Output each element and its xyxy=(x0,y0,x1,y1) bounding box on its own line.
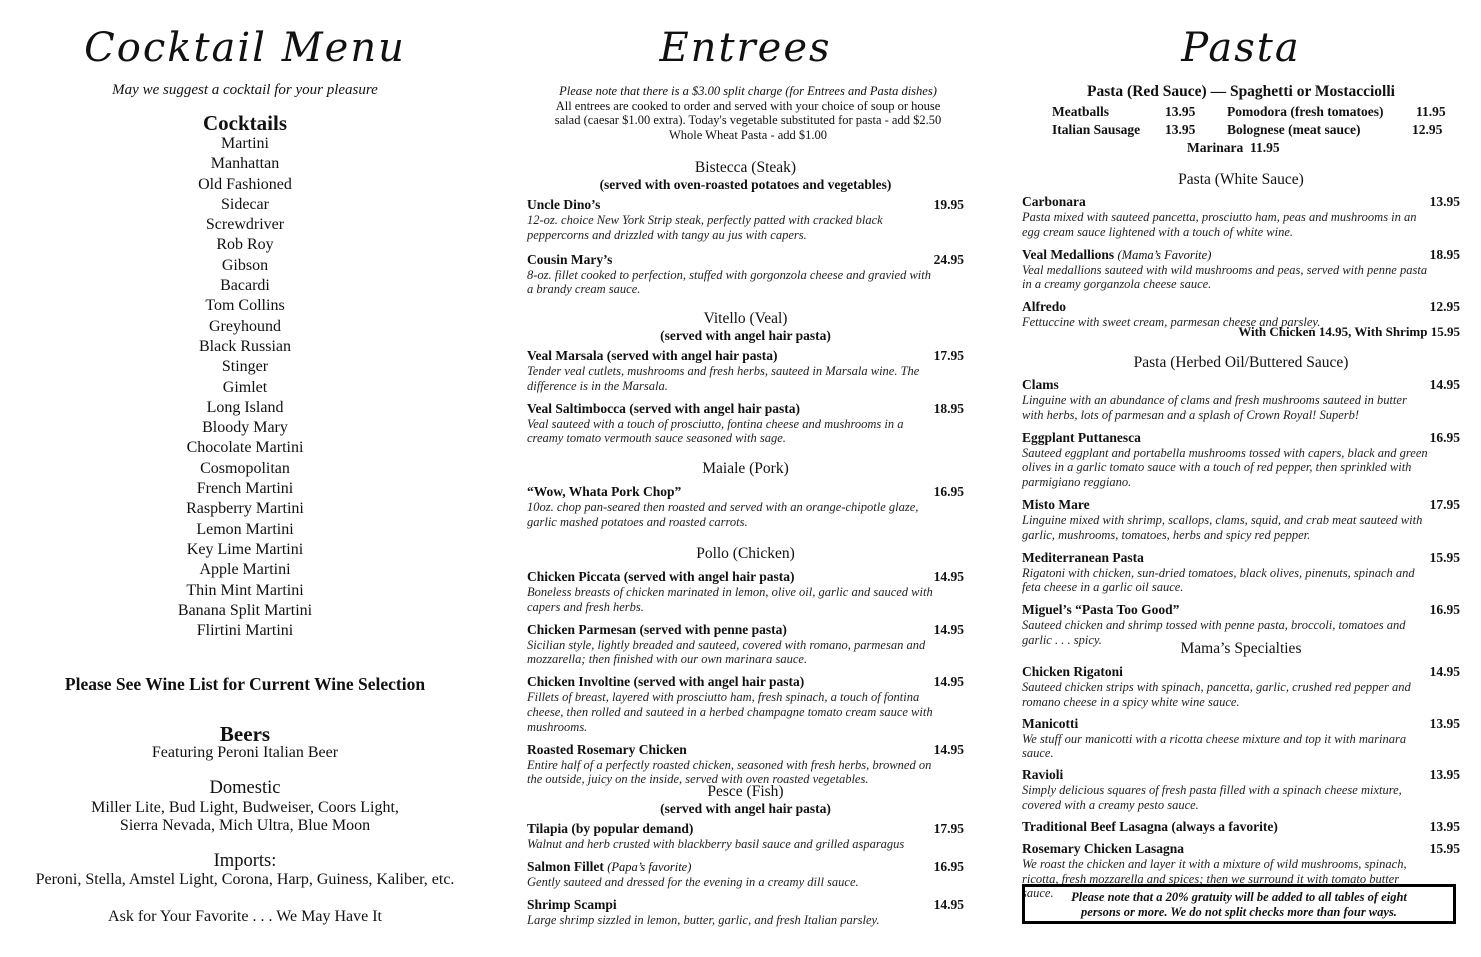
menu-item-title xyxy=(527,742,687,758)
cocktail-item: Manhattan xyxy=(210,155,280,173)
cocktail-item: Old Fashioned xyxy=(198,175,292,193)
pesce-section xyxy=(527,783,964,817)
menu-item xyxy=(1022,550,1460,596)
menu-item-name: Shrimp Scampi xyxy=(527,896,617,912)
bistecca-section xyxy=(527,159,964,193)
menu-item-description: Sicilian style, lightly breaded and sauteed, covered with romano, parmesan and mozzarella; then finished with our own marinara sauce. xyxy=(527,637,926,667)
menu-item-description: Entire half of a perfectly roasted chicken, seasoned with fresh herbs, browned on the outside, juicy on the inside, served with oven roasted vegetables. xyxy=(527,757,932,787)
red-sauce-grid xyxy=(1022,104,1460,156)
cocktail-item: Screwdriver xyxy=(205,216,285,234)
cocktails-heading: Cocktails xyxy=(203,111,287,135)
cocktail-item: Banana Split Martini xyxy=(177,601,313,619)
gratuity-line-1: Please note that a 20% gratuity will be added to all tables of eight xyxy=(1071,890,1407,904)
sausage-label: Italian Sausage xyxy=(1052,122,1141,137)
gratuity-notice xyxy=(1022,884,1456,924)
vitello-note: (served with angel hair pasta) xyxy=(660,328,831,343)
menu-item-name: Chicken Involtine (served with angel hair pasta) xyxy=(527,674,805,690)
menu-item-title xyxy=(1022,767,1063,783)
menu-item-description: Walnut and herb crusted with blackberry basil sauce and grilled asparagus xyxy=(527,837,905,851)
menu-item-title xyxy=(1022,602,1179,618)
menu-item xyxy=(527,622,964,668)
menu-item xyxy=(1022,247,1460,293)
cocktail-item: Chocolate Martini xyxy=(186,439,304,457)
menu-item-name: Salmon Fillet xyxy=(527,858,604,874)
menu-item xyxy=(527,484,964,530)
menu-item-description: Veal medallions sauteed with wild mushrooms and peas, served with penne pasta in a creamy gorganzola cheese sauce. xyxy=(1022,262,1428,292)
menu-item-name: Uncle Dino’s xyxy=(527,197,601,212)
menu-item-header xyxy=(527,859,964,875)
domestic-line-2: Sierra Nevada, Mich Ultra, Blue Moon xyxy=(119,817,371,834)
menu-item xyxy=(527,197,964,243)
menu-item-name: Ravioli xyxy=(1022,767,1064,783)
red-sauce-title: Pasta (Red Sauce) — Spaghetti or Mostacciolli xyxy=(1087,83,1395,100)
imports-heading: Imports: xyxy=(213,851,277,871)
herbed-items xyxy=(1022,377,1460,655)
cocktail-item: Cosmopolitan xyxy=(200,459,290,477)
menu-item xyxy=(1022,819,1460,835)
menu-item-price: 16.95 xyxy=(933,484,964,499)
menu-item-price: 16.95 xyxy=(933,858,964,874)
white-sauce-section xyxy=(1022,171,1460,189)
wine-list-note: Please See Wine List for Current Wine Selection xyxy=(64,674,426,694)
menu-item-header xyxy=(1022,247,1460,263)
pollo-section xyxy=(527,545,964,563)
menu-item-description: Fillets of breast, layered with prosciutto ham, fresh spinach, a touch of fontina cheese, then rolled and sauteed in a herbed champagne tomato cream sauce with mushrooms. xyxy=(527,690,933,734)
vitello-section xyxy=(527,310,964,344)
menu-item-price: 14.95 xyxy=(933,621,964,637)
cocktail-item: Tom Collins xyxy=(205,297,285,315)
menu-item xyxy=(1022,664,1460,710)
menu-item-description: 8-oz. fillet cooked to perfection, stuffed with gorgonzola cheese and gravied with a brandy cream sauce. xyxy=(527,267,931,297)
menu-item-title xyxy=(527,348,778,364)
entrees-notice-line-3: salad (caesar $1.00 extra). Today's vegetable substituted for pasta - add $2.50 xyxy=(554,113,942,127)
maiale-section xyxy=(527,460,964,478)
meatballs-label: Meatballs xyxy=(1052,104,1109,119)
cocktail-list xyxy=(0,134,490,641)
marinara-label: Marinara xyxy=(1187,140,1244,155)
menu-item-description: Rigatoni with chicken, sun-dried tomatoes, black olives, pinenuts, spinach and feta cheese in a garlic oil sauce. xyxy=(1022,565,1415,595)
menu-item-title xyxy=(1022,247,1211,263)
menu-item-price: 18.95 xyxy=(1429,246,1460,262)
cocktail-item: Sidecar xyxy=(221,195,269,213)
menu-item-header xyxy=(1022,497,1460,513)
menu-item-description: We stuff our manicotti with a ricotta cheese mixture and top it with marinara sauce. xyxy=(1022,731,1407,761)
cocktail-item: Stinger xyxy=(221,358,269,376)
menu-item-name: Rosemary Chicken Lasagna xyxy=(1022,840,1185,856)
menu-item-title xyxy=(527,622,787,638)
domestic-line-1: Miller Lite, Bud Light, Budweiser, Coors Light, xyxy=(91,799,399,816)
menu-item-name: Chicken Piccata (served with angel hair pasta) xyxy=(527,569,795,584)
menu-item-price: 24.95 xyxy=(933,251,964,267)
menu-item-favorite-note: (Mama’s Favorite) xyxy=(1117,247,1212,262)
menu-item xyxy=(527,252,964,298)
menu-item-header xyxy=(527,569,964,585)
menu-item-name: Misto Mare xyxy=(1022,496,1090,512)
menu-item-price: 13.95 xyxy=(1429,818,1460,834)
menu-item xyxy=(1022,377,1460,423)
menu-item-price: 15.95 xyxy=(1429,549,1460,565)
menu-item-title xyxy=(1022,497,1090,513)
menu-item-description: Linguine with an abundance of clams and fresh mushrooms sauteed in butter with herbs, lots of parmesan and a splash of Crown Royal! Superb! xyxy=(1022,393,1407,422)
menu-item-price: 14.95 xyxy=(1429,664,1460,679)
menu-item-header xyxy=(1022,377,1460,393)
bistecca-items xyxy=(527,197,964,306)
menu-item-title xyxy=(527,897,617,913)
cocktail-item: Key Lime Martini xyxy=(186,540,304,558)
menu-item-title xyxy=(1022,716,1078,732)
menu-item-title xyxy=(527,821,693,837)
menu-item-name: Clams xyxy=(1022,377,1059,392)
menu-item-header xyxy=(527,252,964,268)
menu-item xyxy=(527,742,964,788)
menu-item-description: Sauteed chicken strips with spinach, pancetta, garlic, crushed red pepper and romano cheese in a spicy white wine sauce. xyxy=(1022,680,1411,709)
menu-item-header xyxy=(527,484,964,500)
pollo-title: Pollo (Chicken) xyxy=(696,545,795,562)
menu-item-description: Sauteed eggplant and portabella mushrooms tossed with capers, black and green olives in a garlic tomato sauce with a touch of red pepper, then sprinkled with parmigiano reggiano. xyxy=(1022,445,1428,490)
menu-item xyxy=(527,821,964,852)
mama-section xyxy=(1022,640,1460,658)
menu-item-header xyxy=(1022,550,1460,566)
menu-item-header xyxy=(527,821,964,837)
menu-item-header xyxy=(1022,602,1460,618)
menu-item-header xyxy=(1022,664,1460,680)
menu-item-name: Miguel’s “Pasta Too Good” xyxy=(1022,602,1180,618)
entrees-notice-line-2: All entrees are cooked to order and served with your choice of soup or house xyxy=(555,98,941,113)
menu-item-title xyxy=(1022,550,1144,566)
mama-items xyxy=(1022,664,1460,907)
menu-item-price: 14.95 xyxy=(933,896,964,912)
menu-item-header xyxy=(527,742,964,758)
entrees-notice xyxy=(517,84,979,142)
menu-item-description: Fettuccine with sweet cream, parmesan cheese and parsley. xyxy=(1022,315,1321,330)
cocktail-item: Raspberry Martini xyxy=(186,500,304,518)
menu-item-name: Carbonara xyxy=(1022,194,1086,209)
entrees-title: Entrees xyxy=(659,25,832,71)
menu-item-header xyxy=(1022,819,1460,835)
menu-item-price: 13.95 xyxy=(1429,194,1460,209)
cocktail-item: Lemon Martini xyxy=(196,520,294,538)
menu-item-price: 16.95 xyxy=(1429,602,1460,618)
meatballs-price: 13.95 xyxy=(1165,104,1196,119)
menu-item-name: Veal Marsala (served with angel hair pasta) xyxy=(527,348,778,363)
menu-item-description: Pasta mixed with sauteed pancetta, prosciutto ham, peas and mushrooms in an egg cream sauce lightened with a touch of white wine. xyxy=(1022,210,1417,239)
marinara-price: 11.95 xyxy=(1250,140,1280,155)
menu-item-description: Veal sauteed with a touch of prosciutto, fontina cheese and mushrooms in a creamy tomato vermouth sauce seasoned with sage. xyxy=(527,416,904,446)
menu-item-name: Chicken Rigatoni xyxy=(1022,664,1123,679)
menu-item-name: Manicotti xyxy=(1022,715,1079,731)
beers-heading: Beers xyxy=(219,722,271,746)
menu-item-name: Cousin Mary’s xyxy=(527,251,613,267)
menu-item-title xyxy=(1022,194,1086,210)
menu-item-price: 15.95 xyxy=(1429,840,1460,856)
menu-item-price: 19.95 xyxy=(933,197,964,212)
menu-item-name: “Wow, Whata Pork Chop” xyxy=(527,484,682,499)
menu-item-title xyxy=(527,859,691,875)
cocktail-item: Thin Mint Martini xyxy=(186,581,304,599)
beers-featuring: Featuring Peroni Italian Beer xyxy=(151,744,339,761)
cocktail-item: Flirtini Martini xyxy=(196,622,294,640)
menu-item-name: Eggplant Puttanesca xyxy=(1022,429,1141,445)
menu-item-price: 12.95 xyxy=(1429,299,1460,315)
menu-item xyxy=(1022,497,1460,543)
menu-item-description: Sauteed chicken and shrimp tossed with penne pasta, broccoli, tomatoes and garlic . . . spicy. xyxy=(1022,618,1406,647)
menu-item xyxy=(527,859,964,890)
menu-item-price: 18.95 xyxy=(933,400,964,416)
cocktail-item: Rob Roy xyxy=(216,236,274,254)
cocktail-item: Martini xyxy=(221,135,269,152)
split-charge-note: Please note that there is a $3.00 split charge (for Entrees and Pasta dishes) xyxy=(559,84,937,98)
menu-item-description: We roast the chicken and layer it with a mixture of wild mushrooms, spinach, ricotta, fresh mozzarella and spices; then we surround it with tomato butter sauce. xyxy=(1022,856,1407,901)
pasta-title: Pasta xyxy=(1181,25,1301,71)
menu-item-price: 14.95 xyxy=(933,741,964,757)
menu-item-name: Roasted Rosemary Chicken xyxy=(527,741,687,757)
cocktail-item: French Martini xyxy=(196,480,294,498)
menu-item-name: Tilapia (by popular demand) xyxy=(527,821,694,836)
menu-item-header xyxy=(1022,430,1460,446)
menu-item-favorite-note: (Papa’s favorite) xyxy=(607,859,692,874)
menu-item xyxy=(1022,716,1460,762)
gratuity-line-2: persons or more. We do not split checks more than four ways. xyxy=(1081,905,1397,919)
menu-item-header xyxy=(527,401,964,417)
pomodora-label: Pomodora (fresh tomatoes) xyxy=(1227,104,1384,119)
maiale-title: Maiale (Pork) xyxy=(702,460,789,477)
menu-item-title xyxy=(1022,664,1123,680)
menu-item-title xyxy=(1022,819,1278,835)
menu-item-price: 13.95 xyxy=(1429,767,1460,783)
pesce-note: (served with angel hair pasta) xyxy=(660,801,831,816)
menu-item-name: Chicken Parmesan (served with penne pasta) xyxy=(527,621,787,637)
menu-item-title xyxy=(1022,430,1141,446)
cocktail-item: Black Russian xyxy=(199,337,291,355)
bolognese-label: Bolognese (meat sauce) xyxy=(1227,122,1361,137)
pesce-title: Pesce (Fish) xyxy=(707,783,784,800)
maiale-items xyxy=(527,484,964,537)
menu-item-name: Veal Medallions xyxy=(1022,246,1115,262)
alfredo-extras: With Chicken 14.95, With Shrimp 15.95 xyxy=(1238,324,1460,339)
cocktail-item: Bloody Mary xyxy=(202,419,288,437)
menu-item-price: 13.95 xyxy=(1429,715,1460,731)
menu-item-header xyxy=(1022,716,1460,732)
herbed-title: Pasta (Herbed Oil/Buttered Sauce) xyxy=(1133,354,1349,371)
herbed-section xyxy=(1022,354,1460,372)
menu-item-price: 17.95 xyxy=(933,821,964,836)
menu-item-price: 17.95 xyxy=(933,348,964,363)
vitello-title: Vitello (Veal) xyxy=(703,310,788,327)
menu-item-description: Linguine mixed with shrimp, scallops, clams, squid, and crab meat sauteed with garlic, mushrooms, tomatoes, herbs and spicy red pepper. xyxy=(1022,512,1423,542)
menu-item xyxy=(527,401,964,447)
menu-item-title xyxy=(527,484,681,500)
menu-item-name: Mediterranean Pasta xyxy=(1022,549,1144,565)
domestic-heading: Domestic xyxy=(209,778,281,798)
menu-item-header xyxy=(527,622,964,638)
entrees-notice-line-4: Whole Wheat Pasta - add $1.00 xyxy=(668,127,828,142)
cocktail-item: Gibson xyxy=(221,256,269,274)
menu-item-header xyxy=(1022,194,1460,210)
imports-line: Peroni, Stella, Amstel Light, Corona, Harp, Guiness, Kaliber, etc. xyxy=(35,871,455,888)
menu-item xyxy=(527,569,964,615)
menu-item-description: Boneless breasts of chicken marinated in lemon, olive oil, garlic and sauced with capers and fresh herbs. xyxy=(527,585,933,614)
vitello-items xyxy=(527,348,964,453)
menu-item-name: Veal Saltimbocca (served with angel hair pasta) xyxy=(527,400,800,416)
menu-item-title xyxy=(527,401,800,417)
menu-item-description: Large shrimp sizzled in lemon, butter, garlic, and fresh Italian parsley. xyxy=(527,912,880,927)
menu-item-header xyxy=(527,897,964,913)
menu-item-description: Tender veal cutlets, mushrooms and fresh herbs, sauteed in Marsala wine. The difference is in the Marsala. xyxy=(527,364,920,393)
mama-title: Mama’s Specialties xyxy=(1180,640,1302,657)
menu-item-description: Gently sauteed and dressed for the evening in a creamy dill sauce. xyxy=(527,874,859,889)
cocktail-item: Bacardi xyxy=(220,277,270,295)
cocktail-menu-title: Cocktail Menu xyxy=(84,25,406,71)
cocktail-item: Long Island xyxy=(206,398,284,416)
menu-item-name: Alfredo xyxy=(1022,299,1066,315)
menu-item-title xyxy=(1022,377,1059,393)
menu-item-price: 14.95 xyxy=(1429,377,1460,392)
bistecca-note: (served with oven-roasted potatoes and vegetables) xyxy=(599,177,892,192)
cocktail-subtitle: May we suggest a cocktail for your pleasure xyxy=(112,82,378,98)
menu-item-description: Simply delicious squares of fresh pasta filled with a spinach cheese mixture, covered with a creamy pesto sauce. xyxy=(1022,783,1402,812)
menu-item-title xyxy=(527,569,794,585)
menu-item-header xyxy=(1022,299,1460,315)
menu-item-title xyxy=(1022,299,1066,315)
menu-item-header xyxy=(527,674,964,690)
menu-item-header xyxy=(527,197,964,213)
menu-item xyxy=(527,897,964,928)
menu-item-price: 17.95 xyxy=(1429,496,1460,512)
menu-item xyxy=(1022,430,1460,490)
white-sauce-title: Pasta (White Sauce) xyxy=(1178,171,1304,188)
menu-item xyxy=(1022,767,1460,813)
menu-item-title xyxy=(527,674,804,690)
bistecca-title: Bistecca (Steak) xyxy=(694,159,797,176)
white-sauce-items xyxy=(1022,194,1460,337)
menu-item-title xyxy=(527,252,612,268)
cocktail-item: Gimlet xyxy=(222,378,268,396)
menu-item-name: Traditional Beef Lasagna (always a favorite) xyxy=(1022,818,1278,834)
cocktail-item: Apple Martini xyxy=(199,561,291,579)
menu-item-header xyxy=(1022,767,1460,783)
menu-item-description: 10oz. chop pan-seared then roasted and served with an orange-chipotle glaze, garlic mashed potatoes and roasted carrots. xyxy=(527,500,919,529)
menu-item xyxy=(1022,194,1460,240)
pomodora-price: 11.95 xyxy=(1416,104,1446,119)
menu-item-header xyxy=(1022,841,1460,857)
menu-item-title xyxy=(527,197,600,213)
menu-item-price: 14.95 xyxy=(933,569,964,584)
menu-item-price: 16.95 xyxy=(1429,429,1460,445)
sausage-price: 13.95 xyxy=(1165,122,1196,137)
pesce-items xyxy=(527,821,964,934)
menu-item-header xyxy=(527,348,964,364)
pollo-items xyxy=(527,569,964,794)
menu-item xyxy=(527,348,964,394)
bolognese-price: 12.95 xyxy=(1412,122,1443,137)
menu-item xyxy=(527,674,964,734)
menu-item-description: 12-oz. choice New York Strip steak, perfectly patted with cracked black peppercorns and drizzled with tangy au jus with capers. xyxy=(527,213,883,242)
ask-favorite: Ask for Your Favorite . . . We May Have It xyxy=(108,908,382,925)
menu-item-price: 14.95 xyxy=(933,674,964,690)
cocktail-item: Greyhound xyxy=(209,317,281,335)
menu-item-title xyxy=(1022,841,1184,857)
